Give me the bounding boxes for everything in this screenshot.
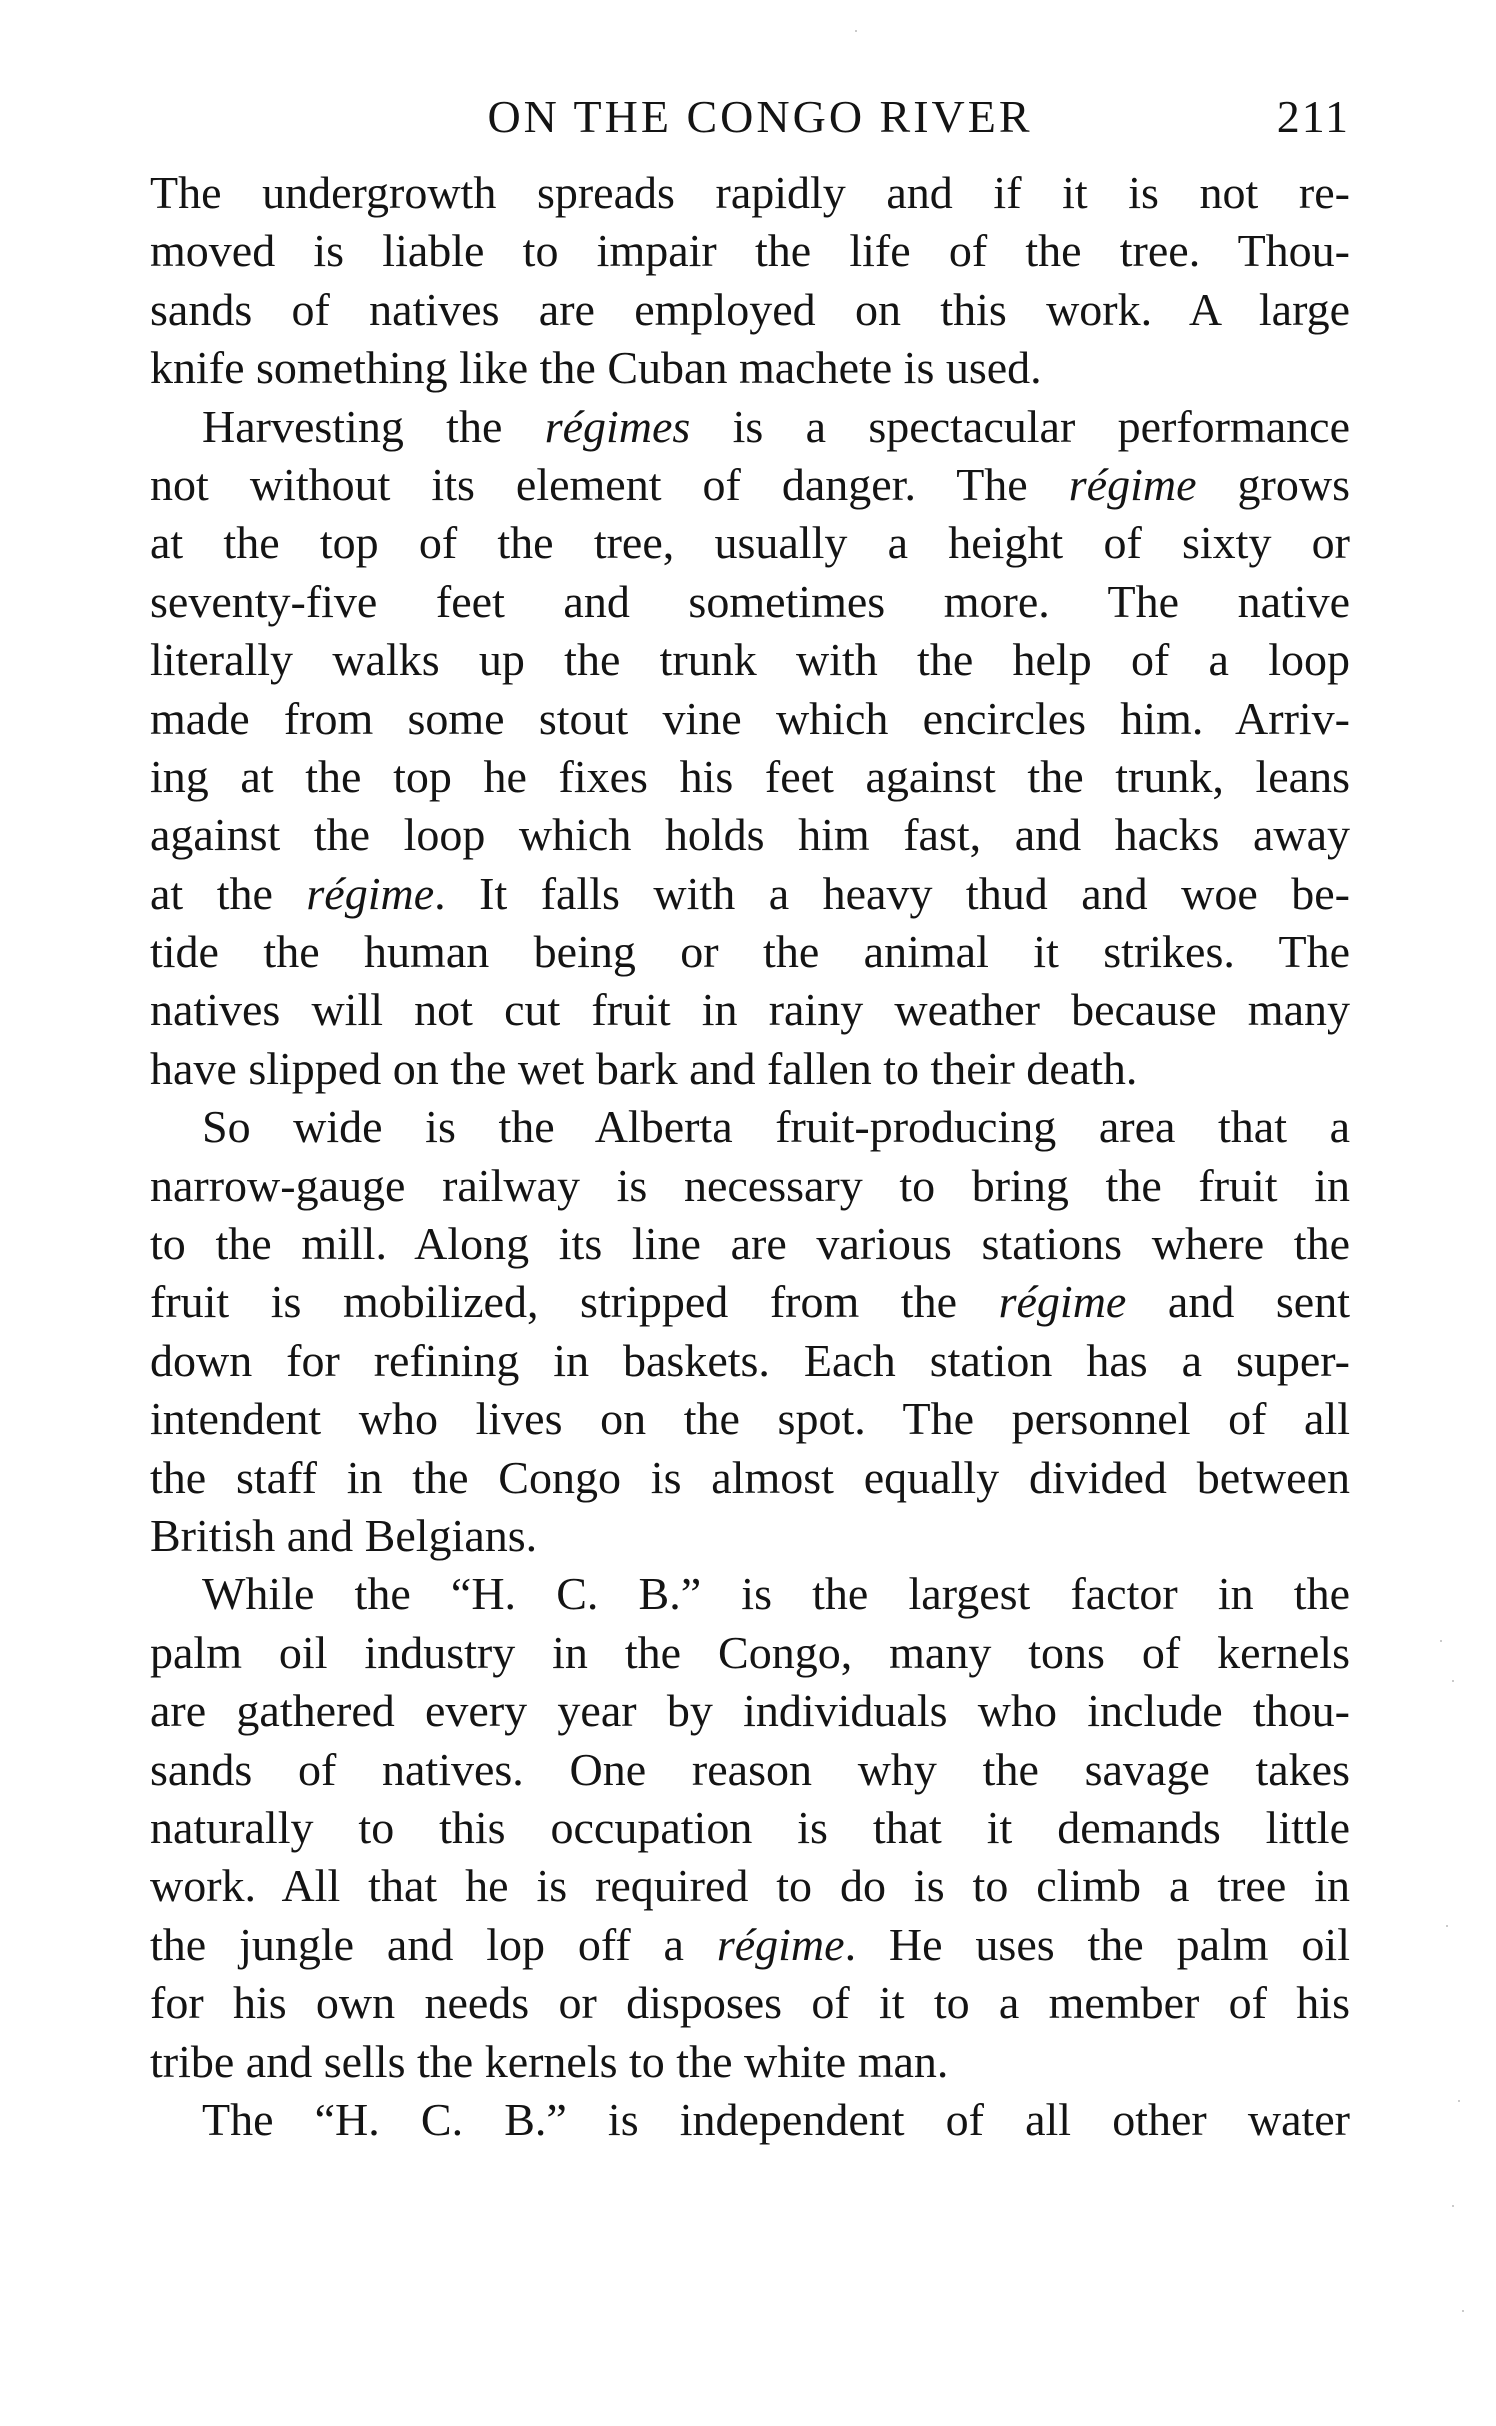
text-line: tribe and sells the kernels to the white man. — [150, 2035, 949, 2087]
text-line: tide the human being or the animal it strikes. The — [150, 926, 1350, 978]
text-line: natives will not cut fruit in rainy weather because many — [150, 984, 1350, 1036]
scan-speck — [1458, 2100, 1460, 2102]
text-line: The undergrowth spreads rapidly and if it is not re- — [150, 167, 1350, 218]
text-line: are gathered every year by individuals who include thou- — [150, 1685, 1350, 1737]
page-number: 211 — [1276, 91, 1350, 142]
body-text — [150, 164, 1350, 2149]
scan-speck — [1440, 1640, 1442, 1642]
text-line: to the mill. Along its line are various stations where the — [150, 1218, 1350, 1270]
text-line: sands of natives. One reason why the savage takes — [150, 1743, 1350, 1795]
text-line: knife something like the Cuban machete is used. — [150, 342, 1042, 394]
text-line: work. All that he is required to do is to climb a tree in — [150, 1860, 1350, 1912]
text-line: at the régime. It falls with a heavy thud and woe be- — [150, 867, 1350, 919]
text-line: have slipped on the wet bark and fallen to their death. — [150, 1042, 1138, 1094]
running-head — [150, 82, 1350, 152]
text-line: intendent who lives on the spot. The personnel of all — [150, 1393, 1350, 1445]
text-line: So wide is the Alberta fruit-producing area that a — [202, 1101, 1350, 1153]
text-line: made from some stout vine which encircles him. Arriv- — [150, 692, 1350, 744]
text-line: literally walks up the trunk with the help of a loop — [150, 634, 1350, 686]
scan-speck — [1462, 2310, 1464, 2312]
text-line: The “H. C. B.” is independent of all other water — [202, 2093, 1350, 2145]
text-line: narrow-gauge railway is necessary to bring the fruit in — [150, 1159, 1350, 1211]
text-line: against the loop which holds him fast, and hacks away — [150, 809, 1350, 861]
text-line: Harvesting the régimes is a spectacular performance — [202, 400, 1350, 452]
text-line: at the top of the tree, usually a height of sixty or — [150, 517, 1350, 569]
scan-speck — [855, 30, 857, 32]
text-line: the staff in the Congo is almost equally divided between — [150, 1451, 1350, 1503]
text-line: palm oil industry in the Congo, many tons of kernels — [150, 1626, 1350, 1678]
text-line: for his own needs or disposes of it to a member of his — [150, 1977, 1350, 2029]
running-title: ON THE CONGO RIVER — [487, 91, 1033, 142]
scan-speck — [1452, 2205, 1454, 2207]
text-line: naturally to this occupation is that it demands little — [150, 1801, 1350, 1853]
text-line: not without its element of danger. The régime grows — [150, 458, 1350, 510]
text-line: British and Belgians. — [150, 1509, 538, 1561]
scan-speck — [1446, 1925, 1448, 1927]
text-line: seventy-five feet and sometimes more. The native — [150, 575, 1350, 627]
text-line: moved is liable to impair the life of the tree. Thou- — [150, 225, 1350, 277]
scan-speck — [1452, 1680, 1454, 1682]
text-line: the jungle and lop off a régime. He uses the palm oil — [150, 1918, 1350, 1970]
text-line: While the “H. C. B.” is the largest factor in the — [202, 1568, 1350, 1620]
text-line: ing at the top he fixes his feet against the trunk, leans — [150, 750, 1350, 802]
text-line: fruit is mobilized, stripped from the régime and sent — [150, 1276, 1350, 1328]
text-line: sands of natives are employed on this work. A large — [150, 283, 1350, 335]
text-line: down for refining in baskets. Each station has a super- — [150, 1334, 1350, 1386]
